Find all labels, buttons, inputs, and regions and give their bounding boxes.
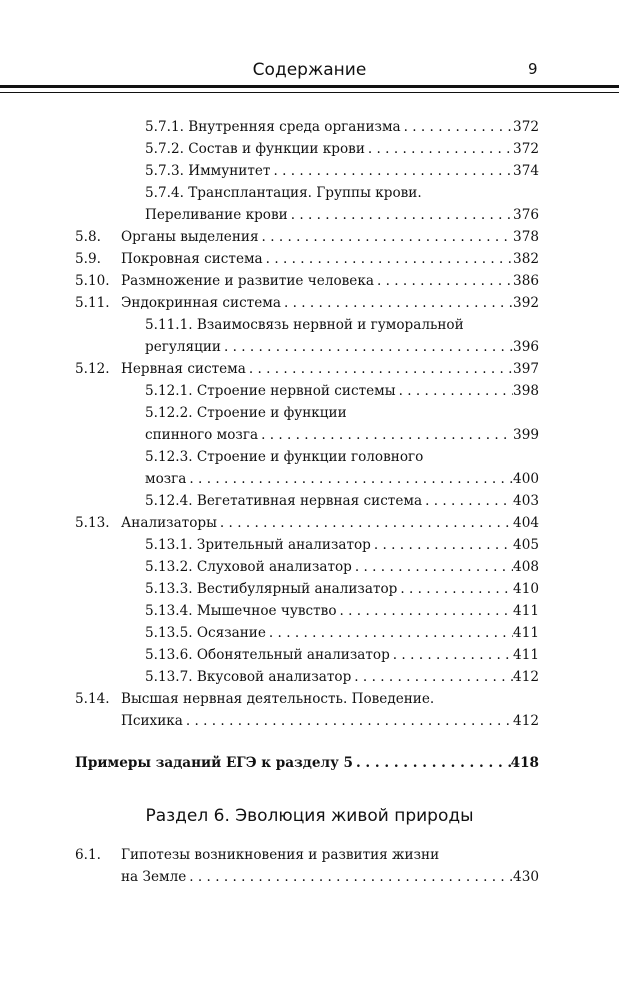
toc-entry-page: 408 <box>513 559 539 575</box>
toc-entry-page: 411 <box>513 625 539 641</box>
toc-entry-page: 430 <box>513 869 539 885</box>
toc-entry[interactable] <box>75 292 539 314</box>
toc-entry-title: Эндокринная система <box>121 295 281 311</box>
toc-entry[interactable] <box>75 182 539 226</box>
toc-entry-title: Гипотезы возникновения и развития жизни <box>121 847 440 863</box>
dot-leader <box>259 226 514 248</box>
toc-line <box>121 844 539 866</box>
toc-entry-page: 376 <box>513 207 539 223</box>
toc-entry[interactable] <box>75 556 539 578</box>
toc-entry-page: 397 <box>513 361 539 377</box>
toc-line <box>121 866 539 888</box>
toc-line <box>145 336 539 358</box>
dot-leader <box>401 116 513 138</box>
toc-entry[interactable] <box>75 446 539 490</box>
toc-line <box>145 534 539 556</box>
toc-entry-title: Переливание крови <box>145 207 288 223</box>
toc-entry-title: 5.13.4. Мышечное чувство <box>145 603 337 619</box>
toc-entry-title: 5.7.2. Состав и функции крови <box>145 141 365 157</box>
toc-entry-page: 372 <box>513 119 539 135</box>
toc-entry-page: 399 <box>513 427 539 443</box>
dot-leader <box>266 622 513 644</box>
toc-entry-number: 5.11. <box>75 295 110 311</box>
dot-leader <box>221 336 513 358</box>
dot-leader <box>246 358 513 380</box>
header-title: Содержание <box>252 60 367 80</box>
toc-entry-title: Высшая нервная деятельность. Поведение. <box>121 691 435 707</box>
toc-entry-page: 392 <box>513 295 539 311</box>
toc-entry-title: 5.12.3. Строение и функции головного <box>145 449 424 465</box>
toc-line <box>145 600 539 622</box>
toc-entry-page: 372 <box>513 141 539 157</box>
header-rule-thin <box>0 92 619 93</box>
toc-entry[interactable] <box>75 534 539 556</box>
toc-entry-page: 418 <box>510 755 539 771</box>
toc-line <box>145 160 539 182</box>
toc-line <box>145 204 539 226</box>
toc-line <box>121 248 539 270</box>
toc-entry-page: 403 <box>513 493 539 509</box>
toc-entry-title: 5.11.1. Взаимосвязь нервной и гуморальной <box>145 317 464 333</box>
toc-line <box>145 622 539 644</box>
toc-entry-title: Анализаторы <box>121 515 217 531</box>
toc-entry-number: 5.14. <box>75 691 110 707</box>
toc-line <box>145 380 539 402</box>
toc-line <box>145 578 539 600</box>
dot-leader <box>396 380 513 402</box>
dot-leader <box>270 160 513 182</box>
toc-entry[interactable] <box>75 512 539 534</box>
toc-part2 <box>75 844 539 888</box>
toc-entry-title: 5.7.3. Иммунитет <box>145 163 271 179</box>
toc-entry[interactable] <box>75 358 539 380</box>
toc-entry[interactable] <box>75 490 539 512</box>
toc-entry-title: 5.13.3. Вестибулярный анализатор <box>145 581 398 597</box>
toc-line <box>145 424 539 446</box>
toc-entry-title: 5.12.1. Строение нервной системы <box>145 383 396 399</box>
toc-entry[interactable] <box>75 160 539 182</box>
dot-leader <box>422 490 513 512</box>
dot-leader <box>352 556 513 578</box>
toc-line <box>121 688 539 710</box>
toc-line <box>145 314 539 336</box>
toc-line <box>75 752 539 774</box>
dot-leader <box>365 138 513 160</box>
toc-entry-title: на Земле <box>121 869 187 885</box>
page-number: 9 <box>528 60 538 78</box>
toc-entry-title: 5.13.6. Обонятельный анализатор <box>145 647 390 663</box>
toc-entry-title: 5.13.7. Вкусовой анализатор <box>145 669 352 685</box>
toc-entry-title: 5.13.1. Зрительный анализатор <box>145 537 371 553</box>
dot-leader <box>217 512 513 534</box>
toc-entry[interactable] <box>75 314 539 358</box>
toc-entry[interactable] <box>75 270 539 292</box>
toc-entry[interactable] <box>75 844 539 888</box>
toc-entry-page: 400 <box>513 471 539 487</box>
toc-line <box>145 666 539 688</box>
header-rule-thick <box>0 85 619 88</box>
toc-entry-page: 398 <box>513 383 539 399</box>
toc-entry-page: 412 <box>513 669 539 685</box>
toc-entry-number: 5.13. <box>75 515 110 531</box>
toc-line <box>145 556 539 578</box>
toc-entry-title: Нервная система <box>121 361 246 377</box>
dot-leader <box>374 270 513 292</box>
running-header <box>0 50 619 96</box>
toc-line <box>145 116 539 138</box>
dot-leader <box>183 710 513 732</box>
toc-line <box>121 358 539 380</box>
toc-entry-title: 5.13.5. Осязание <box>145 625 266 641</box>
toc-entry-title: 5.12.4. Вегетативная нервная система <box>145 493 423 509</box>
toc-line <box>145 446 539 468</box>
toc-entry-number: 5.9. <box>75 251 101 267</box>
toc-entry[interactable] <box>75 688 539 732</box>
dot-leader <box>186 866 513 888</box>
toc-entry-exam[interactable] <box>75 752 539 774</box>
dot-leader <box>353 752 511 774</box>
dot-leader <box>186 468 513 490</box>
toc-entry-title: Органы выделения <box>121 229 259 245</box>
toc-entry[interactable] <box>75 644 539 666</box>
dot-leader <box>337 600 514 622</box>
toc-entry[interactable] <box>75 248 539 270</box>
toc-entry-title: спинного мозга <box>145 427 259 443</box>
toc-entry-page: 396 <box>513 339 539 355</box>
dot-leader <box>288 204 513 226</box>
dot-leader <box>281 292 513 314</box>
toc-entry[interactable] <box>75 380 539 402</box>
toc-entry-title: Примеры заданий ЕГЭ к разделу 5 <box>75 755 353 771</box>
toc-entry-title: Психика <box>121 713 183 729</box>
toc-entry-page: 410 <box>513 581 539 597</box>
toc-entry[interactable] <box>75 116 539 138</box>
toc-entry-page: 378 <box>513 229 539 245</box>
toc-entry-title: 5.7.1. Внутренняя среда организма <box>145 119 401 135</box>
toc-entry-number: 5.10. <box>75 273 110 289</box>
dot-leader <box>390 644 513 666</box>
toc-entry-page: 382 <box>513 251 539 267</box>
toc-entry-page: 411 <box>513 647 539 663</box>
toc-entry[interactable] <box>75 578 539 600</box>
toc-entry-title: Покровная система <box>121 251 263 267</box>
toc-entry-page: 374 <box>513 163 539 179</box>
toc-line <box>121 512 539 534</box>
toc-entry-title: 5.13.2. Слуховой анализатор <box>145 559 352 575</box>
toc-entry[interactable] <box>75 138 539 160</box>
toc-line <box>121 292 539 314</box>
toc-entry[interactable] <box>75 600 539 622</box>
toc-entry-title: Размножение и развитие человека <box>121 273 374 289</box>
toc-entry-page: 411 <box>513 603 539 619</box>
table-of-contents <box>75 116 539 888</box>
toc-entry-title: 5.12.2. Строение и функции <box>145 405 347 421</box>
dot-leader <box>258 424 513 446</box>
toc-line <box>121 710 539 732</box>
toc-entry-title: мозга <box>145 471 187 487</box>
toc-entry-title: регуляции <box>145 339 221 355</box>
toc-entry-number: 5.12. <box>75 361 110 377</box>
toc-entry-title: 5.7.4. Трансплантация. Группы крови. <box>145 185 422 201</box>
toc-entry[interactable] <box>75 666 539 688</box>
toc-entry-page: 386 <box>513 273 539 289</box>
dot-leader <box>371 534 513 556</box>
toc-line <box>121 270 539 292</box>
toc-entry[interactable] <box>75 622 539 644</box>
toc-line <box>145 402 539 424</box>
section-heading: Раздел 6. Эволюция живой природы <box>145 806 474 826</box>
dot-leader <box>397 578 513 600</box>
toc-line <box>145 644 539 666</box>
dot-leader <box>263 248 513 270</box>
toc-line <box>145 182 539 204</box>
toc-entry-page: 405 <box>513 537 539 553</box>
toc-entry[interactable] <box>75 226 539 248</box>
toc-entry-page: 404 <box>513 515 539 531</box>
toc-entry[interactable] <box>75 402 539 446</box>
toc-entry-number: 6.1. <box>75 847 101 863</box>
toc-entry-page: 412 <box>513 713 539 729</box>
dot-leader <box>351 666 513 688</box>
toc-entry-number: 5.8. <box>75 229 101 245</box>
toc-line <box>121 226 539 248</box>
toc-part1 <box>75 116 539 732</box>
toc-line <box>145 490 539 512</box>
toc-line <box>145 468 539 490</box>
toc-line <box>145 138 539 160</box>
